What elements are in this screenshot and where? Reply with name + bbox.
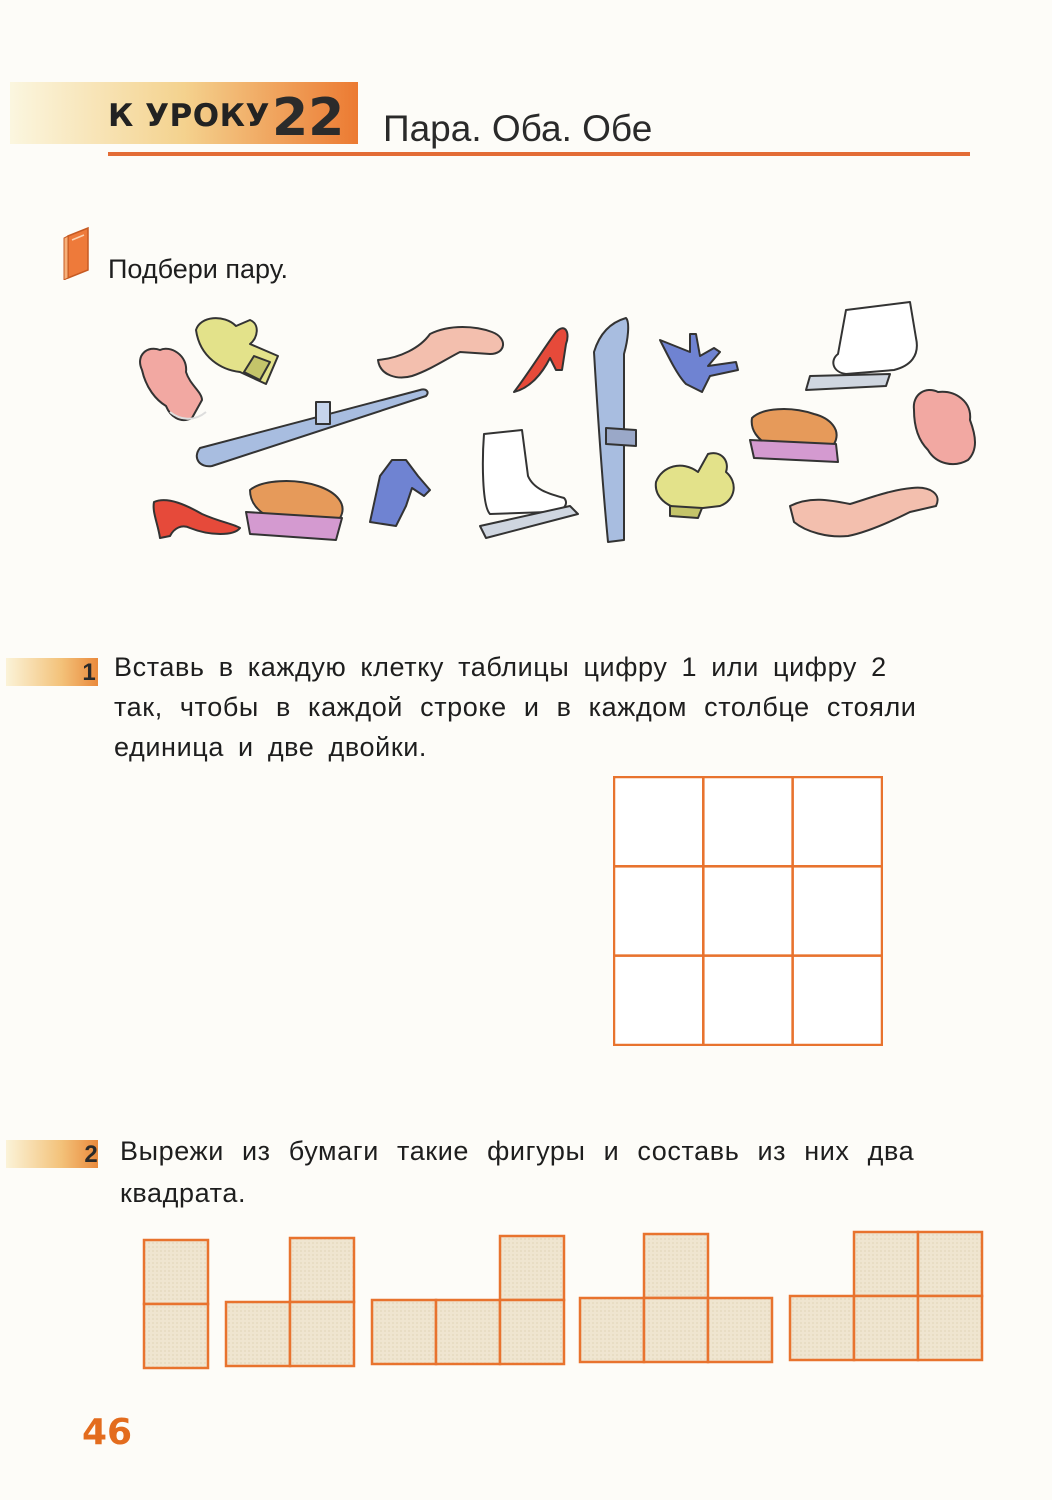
sock-icon: [790, 488, 938, 537]
header-divider: [108, 152, 970, 156]
task1-line-1: Вставь в каждую клетку таблицы цифру 1 или цифру 2: [114, 652, 887, 682]
task2-line-2: квадрата.: [120, 1178, 247, 1208]
lesson-number: 22: [272, 88, 345, 148]
ice-skate-icon: [480, 430, 578, 538]
grid-cell[interactable]: [614, 866, 703, 955]
boot-icon: [750, 409, 838, 462]
figure-1: [144, 1240, 208, 1368]
sock-icon: [378, 327, 503, 377]
cutout-figures: [140, 1226, 985, 1371]
grid-cell[interactable]: [614, 956, 703, 1045]
pink-mitten-icon: [140, 349, 206, 420]
lesson-label: К УРОКУ: [108, 98, 270, 134]
task1-line-3: единица и две двойки.: [114, 732, 428, 762]
intro-instruction: Подбери пару.: [108, 254, 289, 284]
task2-line-1: Вырежи из бумаги такие фигуры и составь из них два: [120, 1136, 915, 1166]
boot-icon: [246, 481, 343, 540]
grid-cell[interactable]: [793, 956, 882, 1045]
figure-3: [372, 1236, 564, 1364]
ski-icon: [594, 318, 636, 542]
grid-cell[interactable]: [793, 866, 882, 955]
figure-2: [226, 1238, 354, 1366]
high-heel-shoe-icon: [514, 328, 568, 392]
pairs-illustration: [130, 300, 980, 550]
grid-cell[interactable]: [703, 866, 792, 955]
glove-icon: [660, 334, 738, 392]
task1-line-2: так, чтобы в каждой строке и в каждом столбце стояли: [114, 692, 917, 722]
ice-skate-icon: [806, 302, 917, 390]
glove-icon: [370, 460, 430, 526]
task2-number: 2: [84, 1141, 98, 1168]
book-icon: [62, 226, 96, 280]
grid-cell[interactable]: [703, 777, 792, 866]
pink-mitten-icon: [914, 390, 975, 464]
grid-cell[interactable]: [614, 777, 703, 866]
yellow-mitten-icon: [196, 318, 278, 384]
answer-grid: [613, 776, 883, 1046]
yellow-mitten-icon: [656, 453, 734, 518]
ski-icon: [197, 389, 428, 466]
figure-4: [580, 1234, 772, 1362]
grid-cell[interactable]: [793, 777, 882, 866]
high-heel-shoe-icon: [154, 500, 240, 538]
grid-cell[interactable]: [703, 956, 792, 1045]
page-title: Пара. Оба. Обе: [383, 108, 653, 149]
page-number: 46: [82, 1412, 133, 1453]
figure-5: [790, 1232, 982, 1360]
task1-number: 1: [82, 659, 96, 686]
